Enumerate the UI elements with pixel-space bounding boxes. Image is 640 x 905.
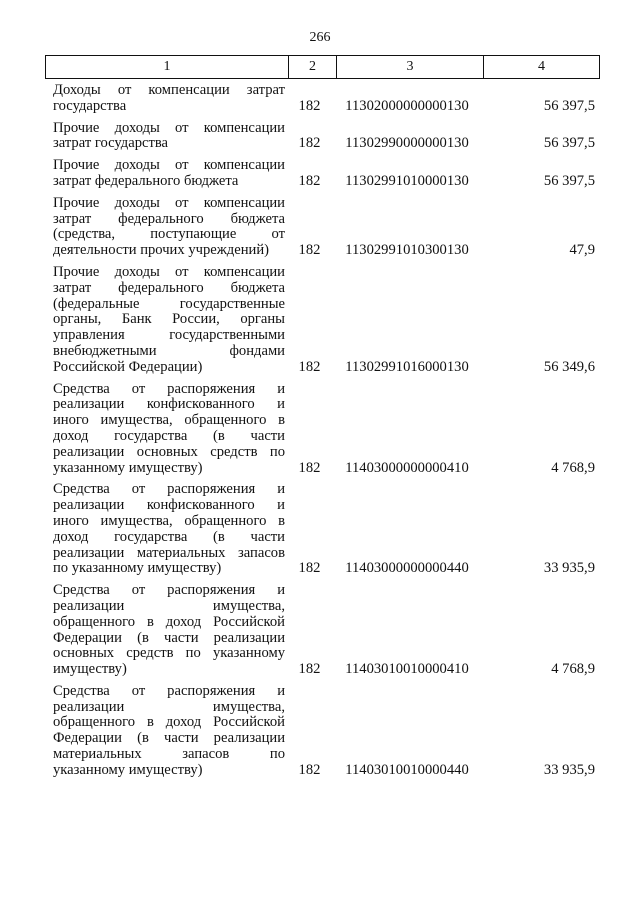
row-name: Средства от распоряжения и реализации конфискованного и иного имущества, обращенного в доход государства (в части реализации основных средств по указанному имуществу) [53,380,285,476]
row-classification-code: 11403010010000440 [345,761,469,778]
header-row [46,56,600,79]
row-amount: 56 349,6 [543,358,595,375]
row-chapter-code: 182 [298,560,321,577]
header-col-3: 3 [337,56,484,79]
row-classification-code: 11403000000000410 [345,459,469,476]
row-chapter-code: 182 [298,172,321,189]
row-chapter-code: 182 [298,135,321,152]
row-classification-code: 11403010010000410 [345,661,469,678]
row-name: Средства от распоряжения и реализации имущества, обращенного в доход Российской Федерации (в части реализации материальных запасов по указанному имуществу) [53,682,285,778]
row-amount: 4 768,9 [551,459,595,476]
table-row [45,382,595,477]
table-row [45,583,595,678]
row-chapter-code: 182 [298,97,321,114]
row-name: Прочие доходы от компенсации затрат федерального бюджета (федеральные государственные органы, Банк России, органы управления государственными внебюджетными фондами Российской Федерации) [53,263,285,375]
row-amount: 56 397,5 [543,135,595,152]
row-amount: 56 397,5 [543,172,595,189]
row-classification-code: 11302000000000130 [345,97,469,114]
row-amount: 56 397,5 [543,97,595,114]
row-classification-code: 11302991010300130 [345,242,469,259]
row-name: Прочие доходы от компенсации затрат государства [53,119,285,152]
table-row [45,121,595,153]
table-row [45,158,595,190]
row-amount: 47,9 [569,242,595,259]
table-header [45,55,600,79]
row-name: Доходы от компенсации затрат государства [53,82,285,114]
header-col-1: 1 [46,56,289,79]
table-body [45,83,595,785]
table-row [45,684,595,779]
row-chapter-code: 182 [298,242,321,259]
row-amount: 4 768,9 [551,661,595,678]
header-col-2: 2 [289,56,337,79]
row-chapter-code: 182 [298,761,321,778]
row-amount: 33 935,9 [543,761,595,778]
row-classification-code: 11302991016000130 [345,358,469,375]
table-row [45,265,595,376]
row-chapter-code: 182 [298,661,321,678]
row-classification-code: 11302991010000130 [345,172,469,189]
row-name: Прочие доходы от компенсации затрат федерального бюджета [53,157,285,189]
table-row [45,83,595,115]
row-chapter-code: 182 [298,459,321,476]
page-number: 266 [309,30,331,45]
row-classification-code: 11302990000000130 [345,135,469,152]
row-classification-code: 11403000000000440 [345,560,469,577]
table-row [45,482,595,577]
row-name: Средства от распоряжения и реализации конфискованного и иного имущества, обращенного в доход государства (в части реализации материальных запасов по указанному имуществу) [53,481,285,577]
row-name: Прочие доходы от компенсации затрат федерального бюджета (средства, поступающие от деятельности прочих учреждений) [53,194,285,259]
row-chapter-code: 182 [298,358,321,375]
row-amount: 33 935,9 [543,560,595,577]
row-name: Средства от распоряжения и реализации имущества, обращенного в доход Российской Федерации (в части реализации основных средств по указанному имуществу) [53,582,285,678]
table-row [45,196,595,259]
header-col-4: 4 [484,56,600,79]
